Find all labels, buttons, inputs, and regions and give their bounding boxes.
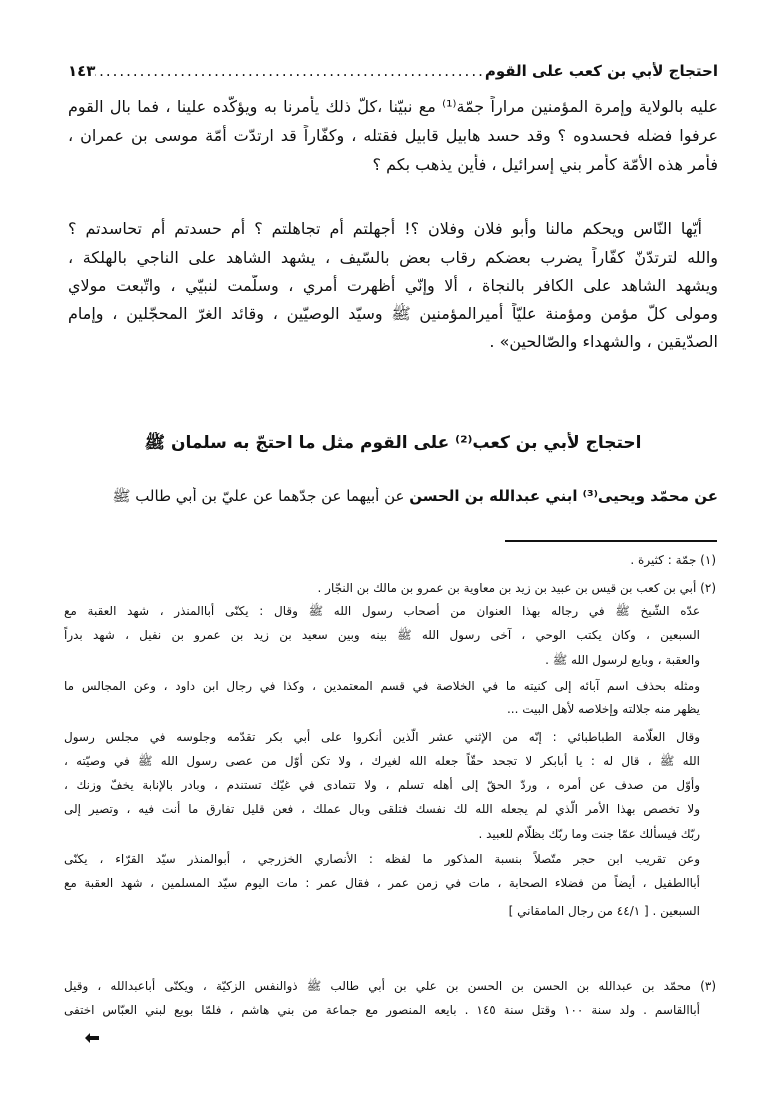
- body-line: فأمر هذه الأُمّة كأمر بني إسرائيل ، فأين يذهب بكم ؟: [372, 155, 718, 174]
- footnote-line: وقال العلّامة الطباطبائي : إنّه من الإثني عشر الّذين أنكروا على أبي بكر تقدّمه وجلوسه في مجلس رسول: [64, 730, 700, 744]
- body-line: أيّها النّاس ويحكم مالنا وأبو فلان وفلان ؟! أجهلتم أم تجاهلتم ؟ أم حسدتم أم تحاسدتم ؟: [68, 219, 702, 238]
- footnote-line: وعن تقريب ابن حجر متّصلاً بنسبة المذكور ما لفظه : الأنصاري الخزرجي ، أبوالمنذر سيّد القرّاء ، يكنّى: [64, 852, 700, 866]
- footnote-3: (٣) محمّد بن عبدالله بن الحسن بن الحسن بن علي بن أبي طالب ﷺ ذوالنفس الزكيّة ، ويكنّى أباعبدالله ، وقيل: [64, 979, 716, 993]
- footnote-line: ولا تخصص بهذا الأمر الّذي لم يجعله الله لك نفسك فتلقى وبال عملك ، فعن قليل تفارق ما أنت فيه ، وتصير إلى: [64, 802, 700, 816]
- footnote-line: والعقبة ، وبايع لرسول الله ﷺ .: [545, 653, 700, 667]
- page-number: ١٤٣: [68, 62, 96, 80]
- footnote-2: (٢) أبي بن كعب بن قيس بن عبيد بن زيد بن معاوية بن عمرو بن مالك بن النجّار .: [317, 581, 716, 595]
- body-line: ومولى كلّ مؤمن ومؤمنة عليّاً أميرالمؤمنين ﷺ وسيّد الوصيّين ، وقائد الغرّ المحجّلين ، وإمام: [68, 304, 718, 323]
- body-line: ويشهد الشاهد على الكافر بالنجاة ، ألا وإنّي أظهرت أمري ، وسلّمت لنبيّي ، واتّبعت مولاي: [68, 276, 718, 295]
- body-line: عرفوا فضله فحسدوه ؟ وقد حسد هابيل قابيل فقتله ، وكفّاراً قد ارتدّت أُمّة موسى بن عمران ،: [68, 126, 718, 145]
- footnote-line: ربّك فيسألك عمّا جنت وما ربّك بظلّام للعبيد .: [478, 827, 700, 841]
- footnote-line: السبعين ، وكان يكتب الوحي ، آخى رسول الله ﷺ بينه وبين سعيد بن زيد بن عمرو بن نفيل ، شهد بدراً: [64, 628, 700, 642]
- running-header: [68, 62, 718, 80]
- body-line: الصدّيقين ، والشهداء والصّالحين» .: [489, 332, 718, 351]
- header-leader-dots: [95, 62, 484, 80]
- footnote-1: (١) جمّة : كثيرة .: [630, 553, 716, 567]
- section-heading: احتجاج لأبي بن كعب⁽²⁾ على القوم مثل ما احتجّ به سلمان ﷺ: [144, 433, 642, 453]
- section-subheading: [68, 487, 718, 509]
- footnote-rule: [505, 540, 717, 542]
- subheading-rest: عن أبيهما عن جدّهما عن عليّ بن أبي طالب ﷺ: [112, 487, 410, 505]
- footnote-line: أباالطفيل ، أيضاً من فضلاء الصحابة ، مات في زمن عمر ، فقال عمر : مات اليوم سيّد المسلمين ، شهد العقبة مع: [64, 876, 700, 890]
- footnote-line: السبعين . [ ٤٤/١ من رجال المامقاني ]: [508, 904, 700, 918]
- body-line: عليه بالولاية وإمرة المؤمنين مراراً جمّة⁽¹⁾ مع نبيّنا ،كلّ ذلك يأمرنا به ويؤكّده علينا ، فما بال القوم: [68, 97, 718, 116]
- footnote-line: ومثله بحذف اسم آبائه إلى كنيته ما في الخلاصة في قسم المعتمدين ، وكذا في رجال ابن داود ، وعن المجالس ما: [64, 679, 700, 693]
- subheading-bold: عن محمّد ويحيى⁽³⁾ ابني عبدالله بن الحسن: [409, 487, 718, 505]
- body-line: والله لترتدّنّ كفّاراً يضرب بعضكم رقاب بعض بالسّيف ، يشهد الشاهد على الناجي بالهلكة ،: [68, 248, 718, 267]
- footnote-line: عدّه الشّيخ ﷺ في رجاله بهذا العنوان من أصحاب رسول الله ﷺ وقال : يكنّى أباالمنذر ، شهد العقبة مع: [64, 604, 700, 618]
- footnote-line: يظهر منه جلالته وإخلاصه لأهل البيت ...: [506, 702, 700, 716]
- footnote-line: الله ﷺ ، قال له : يا أبابكر لا تجحد حقّاً جعله الله لغيرك ، ولا تكن أوّل من عصى رسول الله ﷺ في وصيّته ،: [64, 754, 700, 768]
- header-title: احتجاج لأُبي بن كعب على القوم: [484, 62, 718, 80]
- footnote-line: وأوّل من صدف عن أمره ، وردّ الحقّ إلى أهله تسلم ، ولا تتمادى في غيّك تستندم ، وبادر بالإنابة يخفّ وزنك ،: [64, 778, 700, 792]
- footnote-line: أباالقاسم . ولد سنة ١٠٠ وقتل سنة ١٤٥ . بايعه المنصور مع جماعة من بني هاشم ، فلمّا بويع لبني العبّاس اختفى: [64, 1003, 700, 1017]
- continue-arrow-icon: [84, 1032, 100, 1044]
